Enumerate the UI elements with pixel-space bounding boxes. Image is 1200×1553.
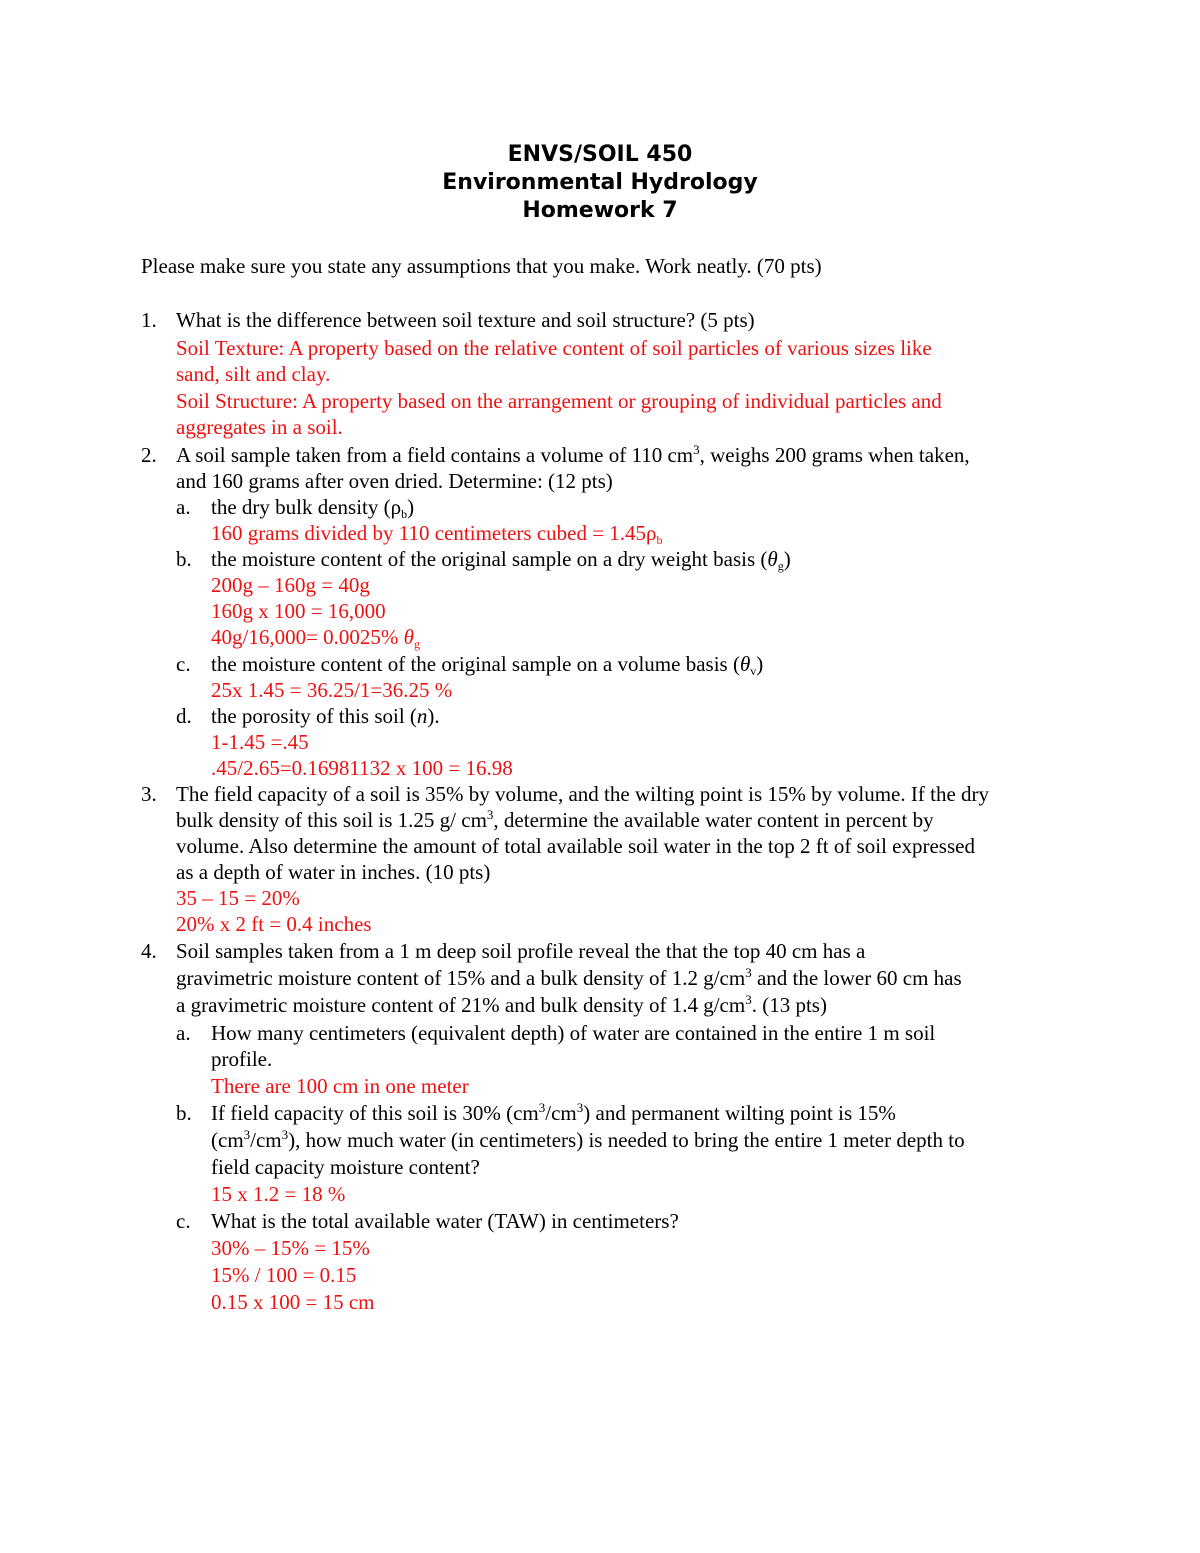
- course-subject: Environmental Hydrology: [442, 170, 758, 195]
- question-4-line3: a gravimetric moisture content of 21% and bulk density of 1.4 $g/cm^3$. (13 pts): [176, 992, 827, 1017]
- question-4b-line3: field capacity moisture content?: [211, 1155, 480, 1179]
- question-2b-text: the moisture content of the original sample on a dry weight basis $(\theta_g)$: [211, 547, 791, 573]
- instructions: Please make sure you state any assumptions that you make. Work neatly. (70 pts): [141, 254, 822, 278]
- question-3-line4: as a depth of water in inches. (10 pts): [176, 860, 491, 884]
- answer-2b-line3: 40g/16,000= 0.0025% $\theta_g$: [211, 625, 420, 651]
- question-1-text: What is the difference between soil texture and soil structure? (5 pts): [176, 308, 755, 332]
- answer-1-texture-line2: sand, silt and clay.: [176, 362, 331, 386]
- question-2-line1: A soil sample taken from a field contains a volume of 110 $cm^3$, weighs 200 grams when taken,: [176, 442, 970, 467]
- answer-2b-line1: 200g – 160g = 40g: [211, 573, 370, 597]
- question-2a-label: a.: [176, 495, 191, 519]
- question-2-number: 2.: [141, 443, 157, 467]
- question-3-line1: The field capacity of a soil is 35% by volume, and the wilting point is 15% by volume. If the dry: [176, 782, 990, 806]
- question-4c-text: What is the total available water (TAW) in centimeters?: [211, 1209, 679, 1233]
- question-4b-line2: $(cm^3/cm^3)$, how much water (in centimeters) is needed to bring the entire 1 meter depth to: [211, 1127, 965, 1152]
- answer-2d-line2: .45/2.65=0.16981132 x 100 = 16.98: [211, 756, 513, 780]
- question-4-line1: Soil samples taken from a 1 m deep soil profile reveal the that the top 40 cm has a: [176, 939, 866, 963]
- answer-4c-line1: 30% – 15% = 15%: [211, 1236, 370, 1260]
- question-2c-label: c.: [176, 652, 191, 676]
- assignment-title: Homework 7: [522, 198, 678, 223]
- answer-2d-line1: 1-1.45 =.45: [211, 730, 309, 754]
- answer-1-structure-line2: aggregates in a soil.: [176, 415, 343, 439]
- question-4-line2: gravimetric moisture content of 15% and a bulk density of 1.2 $g/cm^3$ and the lower 60 cm has: [176, 965, 962, 990]
- answer-3-line2: 20% x 2 ft = 0.4 inches: [176, 912, 372, 936]
- question-2a-text: the dry bulk density $(\rho_b)$: [211, 495, 415, 521]
- question-4a-line1: How many centimeters (equivalent depth) of water are contained in the entire 1 m soil: [211, 1021, 936, 1045]
- question-4b-line1: If field capacity of this soil is 30% $(cm^3/cm^3)$ and permanent wilting point is 15%: [211, 1100, 896, 1125]
- question-2d-label: d.: [176, 704, 192, 728]
- question-2-line2: and 160 grams after oven dried. Determine: (12 pts): [176, 469, 613, 493]
- answer-1-texture-line1: Soil Texture: A property based on the relative content of soil particles of various sizes like: [176, 336, 932, 360]
- answer-3-line1: 35 – 15 = 20%: [176, 886, 300, 910]
- question-4a-label: a.: [176, 1021, 191, 1045]
- question-2d-text: the porosity of this soil (n).: [211, 704, 440, 728]
- answer-2a: 160 grams divided by 110 centimeters cubed = $1.45\rho_b$: [211, 521, 663, 547]
- question-2c-text: the moisture content of the original sample on a volume basis $(\theta_v)$: [211, 652, 764, 678]
- question-4c-label: c.: [176, 1209, 191, 1233]
- question-2b-label: b.: [176, 547, 192, 571]
- answer-4a: There are 100 cm in one meter: [211, 1074, 469, 1098]
- question-4a-line2: profile.: [211, 1047, 273, 1071]
- answer-4c-line2: 15% / 100 = 0.15: [211, 1263, 357, 1287]
- question-4b-label: b.: [176, 1101, 192, 1125]
- question-1-number: 1.: [141, 308, 157, 332]
- question-3-line2: bulk density of this soil is 1.25 g/ $cm^3$, determine the available water content in percent by: [176, 807, 934, 832]
- question-3-line3: volume. Also determine the amount of total available soil water in the top 2 ft of soil expressed: [176, 834, 975, 858]
- answer-2c: 25x 1.45 = 36.25/1=36.25 %: [211, 678, 453, 702]
- question-3-number: 3.: [141, 782, 157, 806]
- course-title: ENVS/SOIL 450: [507, 142, 693, 167]
- answer-1-structure-line1: Soil Structure: A property based on the arrangement or grouping of individual particles and: [176, 389, 942, 413]
- answer-2b-line2: 160g x 100 = 16,000: [211, 599, 386, 623]
- question-4-number: 4.: [141, 939, 157, 963]
- answer-4c-line3: 0.15 x 100 = 15 cm: [211, 1290, 375, 1314]
- answer-4b: 15 x 1.2 = 18 %: [211, 1182, 346, 1206]
